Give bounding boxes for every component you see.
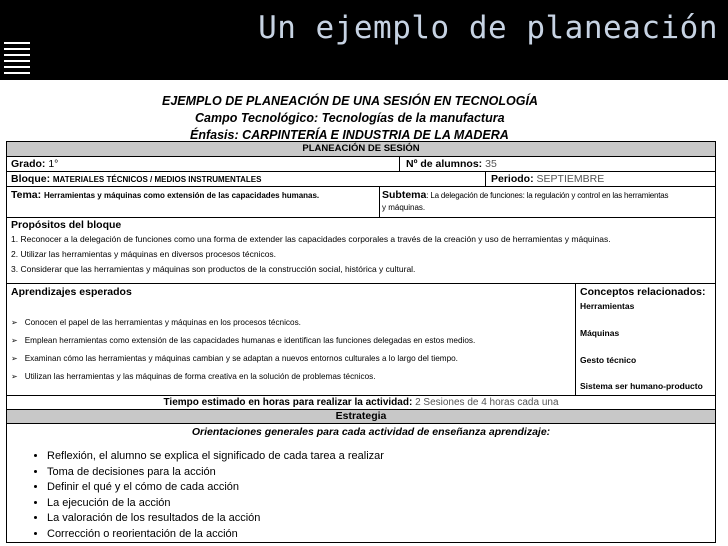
purposes-cell — [11, 218, 711, 283]
period-cell — [485, 172, 715, 186]
grade-cell — [11, 157, 391, 171]
form-header: PLANEACIÓN DE SESIÓN — [302, 143, 420, 154]
concept-item: Herramientas — [580, 301, 635, 311]
orientation-item: • Toma de decisiones para la acción — [47, 465, 715, 481]
purpose-item: 1. Reconocer a la delegación de funciones como una forma de extender las capacidades corporales a través de la creación y uso de herramientas y máquinas. — [11, 234, 611, 244]
concept-item: Gesto técnico — [580, 355, 637, 365]
students-value: 35 — [485, 158, 497, 170]
concept-item: Máquinas — [580, 328, 620, 338]
learning-item: ➢ Examinan cómo las herramientas y máquinas cambian y se adaptan a nuevos entornos culturales a lo largo del tiempo. — [11, 354, 458, 363]
block-row — [7, 172, 715, 187]
emphasis: Énfasis: CARPINTERÍA E INDUSTRIA DE LA MADERA — [190, 128, 509, 142]
students-label: Nº de alumnos: — [406, 158, 483, 170]
subtopic-label: Subtema — [382, 189, 427, 201]
grade-label: Grado: — [11, 158, 46, 170]
title-bar — [0, 0, 728, 80]
strategy-header: Estrategia — [335, 410, 387, 422]
period-value: SEPTIEMBRE — [536, 173, 605, 185]
purposes-title: Propósitos del bloque — [11, 219, 122, 231]
learning-item: ➢ Utilizan las herramientas y las máquinas de forma creativa en la solución de problemas técnicos. — [11, 372, 376, 381]
orientations-list — [7, 449, 715, 542]
technology-field: Campo Tecnológico: Tecnologías de la manufactura — [195, 111, 505, 125]
block-value: MATERIALES TÉCNICOS / MEDIOS INSTRUMENTALES — [52, 175, 262, 184]
time-value: 2 Sesiones de 4 horas cada una — [415, 397, 559, 408]
students-cell — [399, 157, 715, 171]
purpose-item: 3. Considerar que las herramientas y máquinas son productos de la construcción social, histórica y cultural. — [11, 264, 416, 274]
topic-label: Tema: — [11, 189, 42, 201]
strategy-row — [7, 410, 715, 424]
concept-item: Sistema ser humano-producto — [580, 381, 703, 391]
orientations-cell — [7, 424, 715, 542]
concepts-title: Conceptos relacionados: — [580, 286, 706, 298]
time-row — [7, 396, 715, 410]
subtopic-value-line-1: : La delegación de funciones: la regulación y control en las herramientas — [426, 191, 669, 200]
orientation-item: • Corrección o reorientación de la acción — [47, 527, 715, 542]
document-heading: EJEMPLO DE PLANEACIÓN DE UNA SESIÓN EN TECNOLOGÍA — [162, 94, 538, 108]
slide-title: Un ejemplo de planeación — [258, 10, 718, 46]
block-cell — [11, 172, 481, 186]
time-cell — [7, 396, 715, 409]
form-header-row — [7, 142, 715, 157]
grade-row — [7, 157, 715, 172]
orientations-title: Orientaciones generales para cada actividad de enseñanza aprendizaje: — [191, 426, 551, 438]
purpose-item: 2. Utilizar las herramientas y máquinas en diversos procesos técnicos. — [11, 249, 277, 259]
subtopic-value-line-2: y máquinas. — [382, 203, 426, 212]
orientation-item: • Reflexión, el alumno se explica el significado de cada tarea a realizar — [47, 449, 715, 465]
concepts-cell — [575, 284, 715, 395]
purposes-list — [11, 232, 711, 277]
purposes-row — [7, 218, 715, 284]
block-label: Bloque: — [11, 173, 51, 185]
learning-title: Aprendizajes esperados — [11, 286, 132, 298]
subtopic-cell — [379, 187, 715, 217]
session-planning-form — [6, 141, 716, 543]
topic-cell — [11, 187, 377, 217]
orientation-item: • La ejecución de la acción — [47, 496, 715, 512]
time-label: Tiempo estimado en horas para realizar la actividad: — [163, 397, 413, 408]
decorative-lines-icon — [4, 40, 30, 80]
grade-value: 1° — [48, 158, 59, 170]
learning-item: ➢ Conocen el papel de las herramientas y máquinas en los procesos técnicos. — [11, 318, 301, 327]
learning-row — [7, 284, 715, 396]
period-label: Periodo: — [491, 173, 534, 185]
topic-row — [7, 187, 715, 218]
learning-item: ➢ Emplean herramientas como extensión de las capacidades humanas e identifican las funciones delegadas en estos medios. — [11, 336, 476, 345]
orientation-item: • Definir el qué y el cómo de cada acción — [47, 480, 715, 496]
learning-cell — [7, 284, 573, 395]
orientations-row — [7, 424, 715, 542]
topic-value: Herramientas y máquinas como extensión de las capacidades humanas. — [43, 191, 320, 200]
orientation-item: • La valoración de los resultados de la acción — [47, 511, 715, 527]
